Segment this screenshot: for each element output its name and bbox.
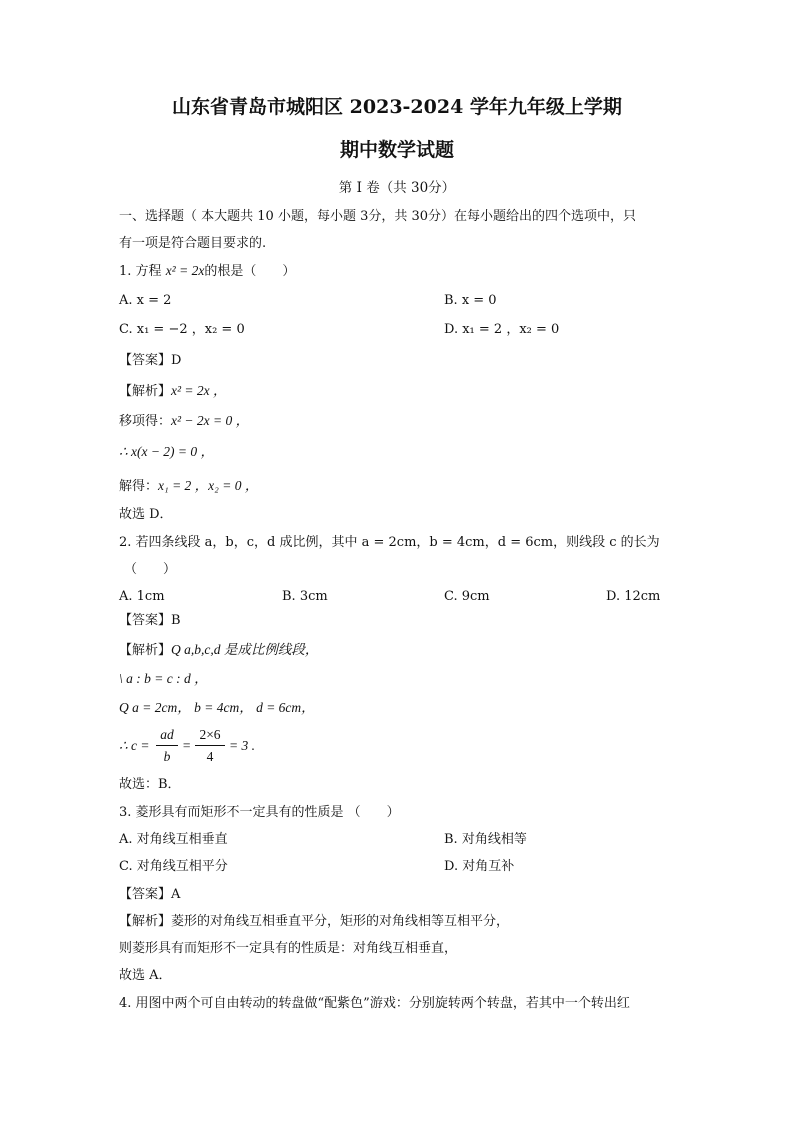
q2-step2: Q a = 2cm， b = 4cm， d = 6cm， <box>119 700 315 715</box>
q2-fraction2-numerator: 2×6 <box>199 727 221 742</box>
q2-step3-prefix: ∴ c = <box>119 738 150 753</box>
q1-option-a: A. x = 2 <box>119 293 172 308</box>
q2-option-b: B. 3cm <box>282 589 328 604</box>
q2-fraction1-bar <box>156 745 178 746</box>
q1-stem-suffix: 的根是（ ） <box>204 264 296 279</box>
q1-analysis-label: 【解析】 <box>119 384 172 399</box>
q3-analysis-line2: 则菱形具有而矩形不一定具有的性质是：对角线互相垂直， <box>119 941 458 956</box>
q1-step1-math: x² − 2x = 0 ， <box>171 413 250 428</box>
q1-conclusion: 故选 D． <box>119 507 173 522</box>
q1-step2: ∴ x(x − 2) = 0 ， <box>119 444 215 459</box>
q2-answer: 【答案】B <box>119 613 181 628</box>
q1-step3 <box>119 478 258 495</box>
q2-stem: 2. 若四条线段 a，b，c，d 成比例，其中 a = 2cm，b = 4cm，d = 6cm，则线段 c 的长为 <box>119 535 660 550</box>
q2-conclusion: 故选：B． <box>119 777 181 792</box>
q2-option-d: D. 12cm <box>606 589 661 604</box>
q3-answer: 【答案】A <box>119 887 181 902</box>
q1-step1-label: 移项得： <box>119 414 172 429</box>
q1-stem-prefix: 1. 方程 <box>119 264 162 279</box>
q2-step3-result: = 3 . <box>229 738 255 753</box>
q2-fraction2-denominator: 4 <box>206 749 214 764</box>
document-title-line1: 山东省青岛市城阳区 2023-2024 学年九年级上学期 <box>172 96 622 118</box>
q1-step1 <box>119 413 249 430</box>
q2-analysis-text: Q a,b,c,d 是成比例线段， <box>171 642 319 657</box>
q1-equation: x² = 2x <box>165 263 205 278</box>
q2-analysis <box>119 642 318 659</box>
q2-answer-paren: （ ） <box>124 562 177 577</box>
q2-option-a: A. 1cm <box>119 589 165 604</box>
q2-analysis-label: 【解析】 <box>119 643 172 658</box>
q2-equals: = <box>182 738 192 753</box>
q1-step3-label: 解得： <box>119 479 159 494</box>
q1-analysis <box>119 383 227 400</box>
q2-fraction1-denominator: b <box>163 749 171 764</box>
q2-fraction2-bar <box>195 745 225 746</box>
document-title-line2: 期中数学试题 <box>339 139 454 161</box>
q2-fraction1-numerator: ad <box>160 727 174 742</box>
q1-option-c: C. x₁ = −2 ，x₂ = 0 <box>119 322 245 337</box>
section-intro-line2: 有一项是符合题目要求的. <box>119 236 267 251</box>
q3-option-a: A. 对角线互相垂直 <box>119 832 228 847</box>
q3-option-b: B. 对角线相等 <box>444 832 527 847</box>
q1-stem <box>119 263 295 280</box>
q3-option-d: D. 对角互补 <box>444 859 515 874</box>
q2-option-c: C. 9cm <box>444 589 490 604</box>
q3-stem: 3. 菱形具有而矩形不一定具有的性质是 （ ） <box>119 805 400 820</box>
q4-stem: 4. 用图中两个可自由转动的转盘做“配紫色”游戏：分别旋转两个转盘，若其中一个转出红 <box>119 996 630 1011</box>
q3-conclusion: 故选 A． <box>119 968 172 983</box>
volume-heading: 第 I 卷（共 30分） <box>338 180 456 196</box>
q1-option-b: B. x = 0 <box>444 293 497 308</box>
q1-analysis-math: x² = 2x ， <box>171 383 227 398</box>
q1-answer: 【答案】D <box>119 353 182 368</box>
q1-step3-math: x₁ = 2 ，x₂ = 0 ， <box>158 478 259 493</box>
section-intro-line1: 一、选择题（ 本大题共 10 小题，每小题 3分，共 30分）在每小题给出的四个选项中，只 <box>119 209 637 224</box>
q2-step1: \ a : b = c : d ， <box>119 671 208 686</box>
q1-option-d: D. x₁ = 2 ，x₂ = 0 <box>444 322 560 337</box>
q3-analysis: 【解析】菱形的对角线互相垂直平分，矩形的对角线相等互相平分， <box>119 914 510 929</box>
q3-option-c: C. 对角线互相平分 <box>119 859 228 874</box>
